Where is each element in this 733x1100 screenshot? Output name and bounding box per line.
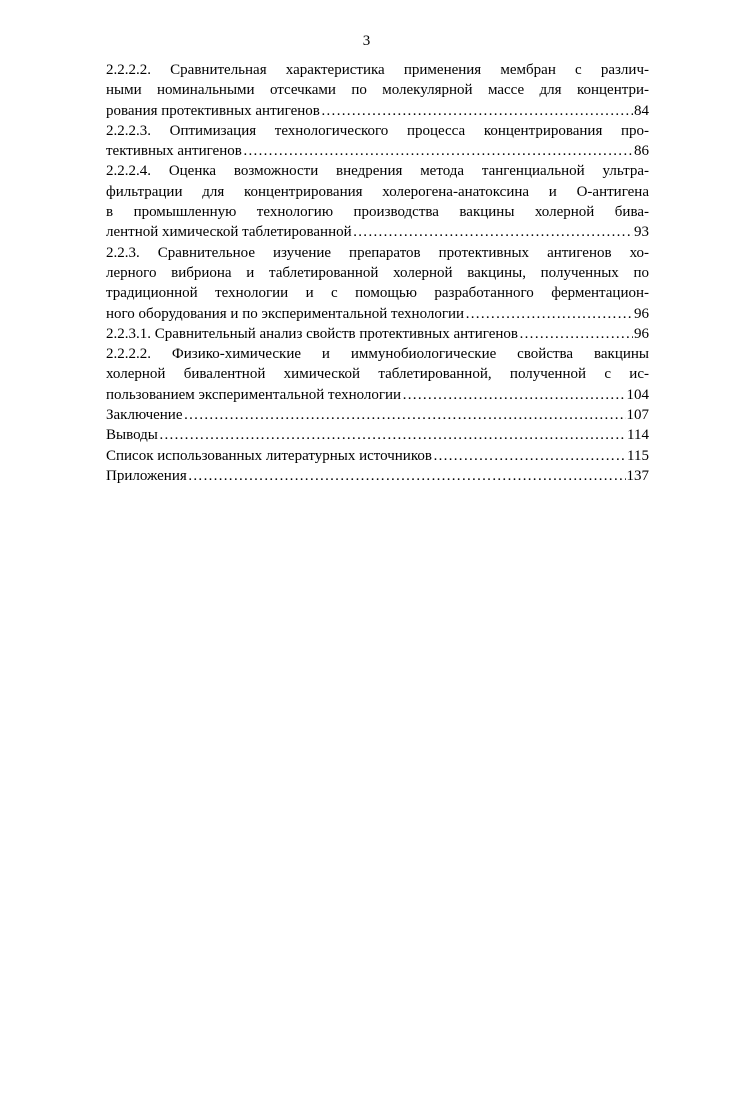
toc-entry-text-line: 2.2.2.2. Физико-химические и иммунобиологические свойства вакцины bbox=[106, 346, 649, 363]
dot-leader bbox=[402, 385, 625, 405]
dot-leader bbox=[519, 324, 633, 344]
toc-entry-text-line: Приложения bbox=[106, 467, 187, 484]
dot-leader bbox=[433, 446, 626, 466]
toc-page-number: 114 bbox=[627, 427, 649, 444]
toc-page-number: 104 bbox=[626, 386, 649, 403]
toc-entry[interactable] bbox=[106, 446, 649, 466]
toc-entry-text-line: ного оборудования и по экспериментальной технологии bbox=[106, 305, 465, 322]
toc-entry-text-line: Выводы bbox=[106, 427, 158, 444]
dot-leader bbox=[353, 222, 633, 242]
toc-entry[interactable] bbox=[106, 121, 649, 162]
toc-page-number: 96 bbox=[634, 325, 649, 342]
dot-leader bbox=[243, 141, 633, 161]
dot-leader bbox=[321, 101, 633, 121]
dot-leader bbox=[188, 466, 626, 486]
toc-entry[interactable] bbox=[106, 425, 649, 445]
toc-entry[interactable] bbox=[106, 405, 649, 425]
toc-entry-text-line: Заключение bbox=[106, 407, 183, 424]
toc-entry-text-line: в промышленную технологию производства вакцины холерной бива- bbox=[106, 204, 649, 221]
toc-entry-text-line: лентной химической таблетированной bbox=[106, 224, 352, 241]
toc-page-number: 137 bbox=[626, 467, 649, 484]
toc-entry[interactable] bbox=[106, 161, 649, 242]
toc-page-number: 115 bbox=[627, 447, 649, 464]
toc-entry-text-line: тективных антигенов bbox=[106, 143, 242, 160]
toc-entry-text-line: 2.2.2.3. Оптимизация технологического процесса концентрирования про- bbox=[106, 122, 649, 139]
toc-entry-text-line: рования протективных антигенов bbox=[106, 102, 320, 119]
toc-page-number: 96 bbox=[634, 305, 649, 322]
toc-page-number: 93 bbox=[634, 224, 649, 241]
toc-entry-text-line: лерного вибриона и таблетированной холерной вакцины, полученных по bbox=[106, 264, 649, 281]
toc-page-number: 107 bbox=[626, 407, 649, 424]
dot-leader bbox=[465, 304, 633, 324]
toc-entry-text-line: 2.2.2.2. Сравнительная характеристика применения мембран с различ- bbox=[106, 62, 649, 78]
toc-entry-text-line: 2.2.2.4. Оценка возможности внедрения метода тангенциальной ультра- bbox=[106, 163, 649, 180]
dot-leader bbox=[159, 425, 626, 445]
toc-entry-text-line: ными номинальными отсечками по молекулярной массе для концентри- bbox=[106, 82, 649, 99]
dot-leader bbox=[184, 405, 626, 425]
toc-entry[interactable] bbox=[106, 466, 649, 486]
toc-entry[interactable] bbox=[106, 324, 649, 344]
toc-entry[interactable] bbox=[106, 60, 649, 121]
toc-page-number: 84 bbox=[634, 102, 649, 119]
toc-entry-text-line: холерной бивалентной химической таблетированной, полученной с ис- bbox=[106, 366, 649, 383]
toc-entry-text-line: 2.2.3.1. Сравнительный анализ свойств протективных антигенов bbox=[106, 325, 518, 342]
toc-entry-text-line: 2.2.3. Сравнительное изучение препаратов протективных антигенов хо- bbox=[106, 244, 649, 261]
toc-entry-text-line: фильтрации для концентрирования холерогена-анатоксина и О-антигена bbox=[106, 183, 649, 200]
toc-entry[interactable] bbox=[106, 243, 649, 324]
toc-entry-text-line: Список использованных литературных источников bbox=[106, 447, 432, 464]
toc-page-number: 86 bbox=[634, 143, 649, 160]
table-of-contents bbox=[106, 60, 649, 486]
toc-entry-text-line: традиционной технологии и с помощью разработанного ферментацион- bbox=[106, 285, 649, 302]
page-number: 3 bbox=[362, 33, 371, 49]
toc-entry[interactable] bbox=[106, 344, 649, 405]
toc-entry-text-line: пользованием экспериментальной технологии bbox=[106, 386, 402, 403]
